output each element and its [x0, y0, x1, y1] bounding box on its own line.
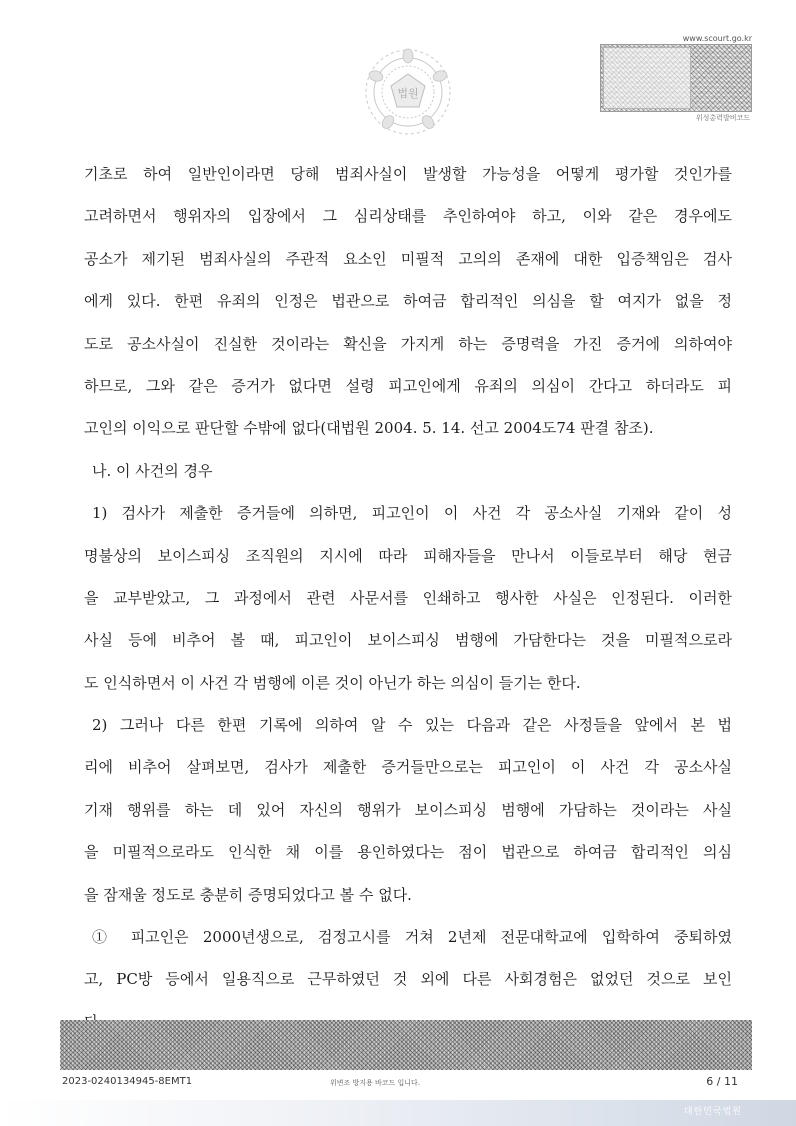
text-line: 하므로, 그와 같은 증거가 없다면 설령 피고인에게 유죄의 의심이 간다고 하더라도 피 [84, 376, 732, 395]
text-line: 도 인식하면서 이 사건 각 범행에 이른 것이 아닌가 하는 의심이 들기는 한다. [84, 673, 581, 692]
seal-text: 법원 [397, 87, 419, 100]
document-id: 2023-0240134945-8EMT1 [62, 1076, 193, 1087]
text-line: 공소가 제기된 범죄사실의 주관적 요소인 미필적 고의의 존재에 대한 입증책임은 검사 [84, 249, 732, 268]
text-line: 을 교부받았고, 그 과정에서 관련 사문서를 인쇄하고 행사한 사실은 인정된다. 이러한 [84, 588, 732, 607]
text-line: 사실 등에 비추어 볼 때, 피고인이 보이스피싱 범행에 가담한다는 것을 미필적으로라 [84, 631, 732, 650]
verification-barcode-icon [600, 44, 752, 112]
text-line: ① 피고인은 2000년생으로, 검정고시를 거쳐 2년제 전문대학교에 입학하여 중퇴하였 [92, 928, 732, 947]
text-line: 명불상의 보이스피싱 조직원의 지시에 따라 피해자들을 만나서 이들로부터 해당 현금 [84, 546, 732, 565]
anti-forgery-barcode [60, 1020, 752, 1070]
court-seal-emblem [362, 46, 454, 138]
barcode-label: 위성총력발비코드 [695, 114, 750, 122]
text-line: 에게 있다. 한편 유죄의 인정은 법관으로 하여금 합리적인 의심을 할 여지가 없을 정 [84, 292, 732, 311]
court-watermark: 대한민국법원 [683, 1107, 742, 1117]
text-line: 1) 검사가 제출한 증거들에 의하면, 피고인이 이 사건 각 공소사실 기재와 같이 성 [92, 504, 732, 523]
bottom-strip [0, 1100, 796, 1126]
text-line: 을 미필적으로라도 인식한 채 이를 용인하였다는 점이 법관으로 하여금 합리적인 의심 [84, 843, 732, 862]
text-line: 고려하면서 행위자의 입장에서 그 심리상태를 추인하여야 하고, 이와 같은 경우에도 [84, 207, 732, 226]
text-line: 기재 행위를 하는 데 있어 자신의 행위가 보이스피싱 범행에 가담하는 것이라는 사실 [84, 800, 732, 819]
text-line: 고인의 이익으로 판단할 수밖에 없다(대법원 2004. 5. 14. 선고 2004도74 판결 참조). [84, 419, 654, 438]
text-line: 2) 그러나 다른 한편 기록에 의하여 알 수 있는 다음과 같은 사정들을 앞에서 본 법 [92, 716, 732, 735]
section-heading: 나. 이 사건의 경우 [92, 461, 213, 480]
text-line: 고, PC방 등에서 일용직으로 근무하였던 것 외에 다른 사회경험은 없었던 것으로 보인 [84, 970, 732, 989]
text-line: 리에 비추어 살펴보면, 검사가 제출한 증거들만으로는 피고인이 이 사건 각 공소사실 [84, 758, 732, 777]
text-line: 을 잠재울 정도로 충분히 증명되었다고 볼 수 없다. [84, 885, 412, 904]
barcode-note: 위변조 방지용 바코드 입니다. [330, 1079, 421, 1087]
text-line: 기초로 하여 일반인이라면 당해 범죄사실이 발생할 가능성을 어떻게 평가할 것인가를 [84, 165, 732, 183]
document-body [84, 153, 732, 1043]
page-number: 6 / 11 [706, 1075, 738, 1088]
court-url: www.scourt.go.kr [682, 34, 752, 43]
text-line: 도로 공소사실이 진실한 것이라는 확신을 가지게 하는 증명력을 가진 증거에 의하여야 [84, 334, 732, 353]
